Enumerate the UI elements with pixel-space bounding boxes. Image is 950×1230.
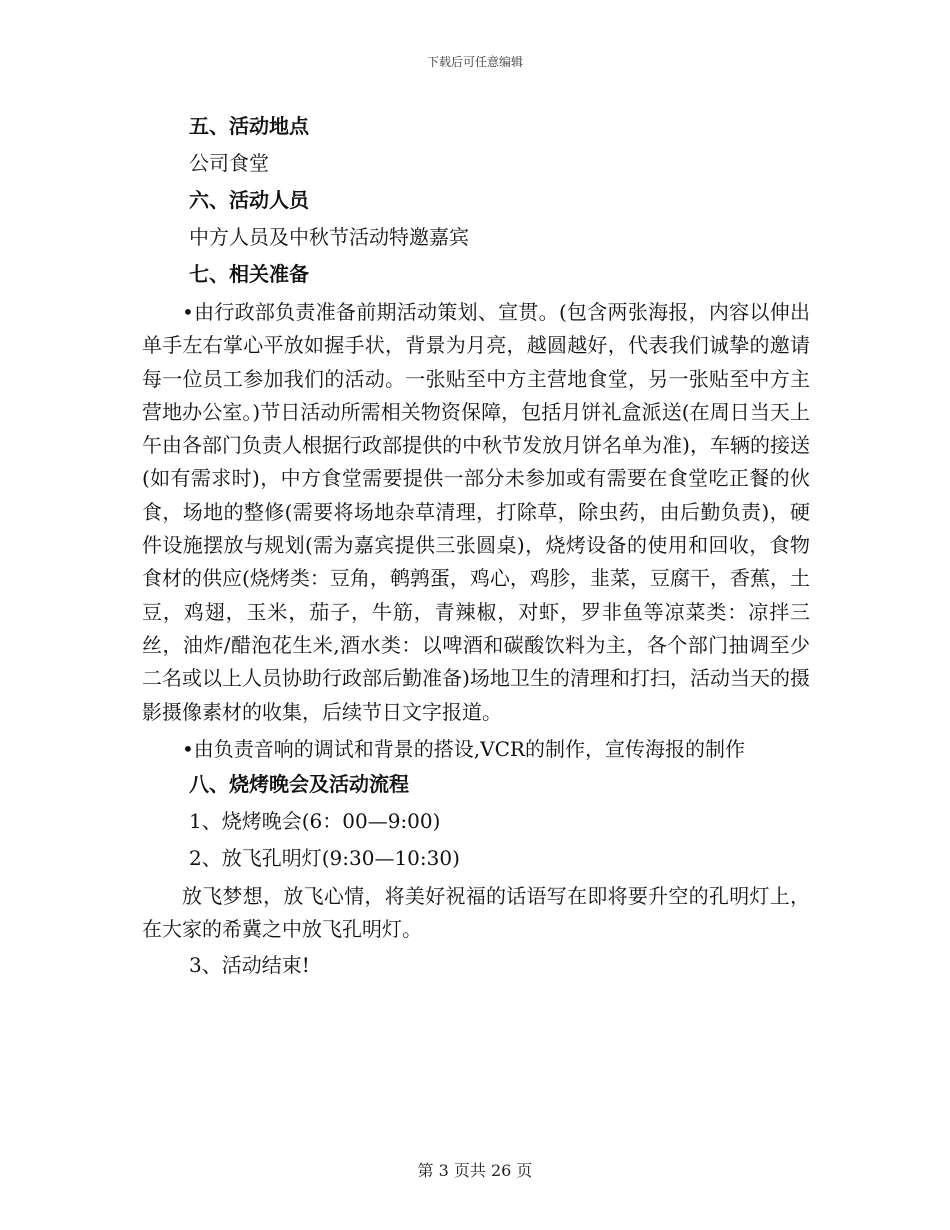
page-number: 第 3 页共 26 页 [417,1161,533,1180]
section-heading-people: 六、活动人员 [189,188,309,212]
flow-step-1: 1、烧烤晚会(6：00—9:00) [189,809,441,834]
preparation-bullet-1: •由行政部负责准备前期活动策划、宣贯。(包含两张海报，内容以伸出单手左右掌心平放如握手状，背景为月亮，越圆越好，代表我们诚挚的邀请每一位员工参加我们的活动。一张贴至中方主营地食堂，另一张贴至中方主营地办公室。)节日活动所需相关物资保障，包括月饼礼盒派送(在周日当天上午由各部门负责人根据行政部提供的中秋节发放月饼名单为准)，车辆的接送(如有需求时)，中方食堂需要提供一部分未参加或有需要在食堂吃正餐的伙食，场地的整修(需要将场地杂草清理，打除草，除虫药，由后勤负责)，硬件设施摆放与规划(需为嘉宾提供三张圆桌)，烧烤设备的使用和回收，食物食材的供应(烧烤类：豆角，鹌鹑蛋，鸡心，鸡胗，韭菜，豆腐干，香蕉，土豆，鸡翅，玉米，茄子，牛筋，青辣椒，对虾，罗非鱼等凉菜类：凉拌三丝，油炸/醋泡花生米,酒水类：以啤酒和碳酸饮料为主，各个部门抽调至少二名或以上人员协助行政部后勤准备)场地卫生的清理和打扫，活动当天的摄影摄像素材的收集，后续节日文字报道。 [142,300,810,724]
section-heading-flow: 八、烧烤晚会及活动流程 [189,772,409,797]
section-heading-location: 五、活动地点 [189,114,309,138]
flow-step-3: 3、活动结束! [189,952,310,977]
preparation-bullet-2: •由负责音响的调试和背景的搭设,VCR的制作，宣传海报的制作 [182,736,745,761]
location-text: 公司食堂 [189,151,269,175]
section-heading-preparation: 七、相关准备 [189,262,309,286]
flow-step-2: 2、放飞孔明灯(9:30—10:30) [189,846,460,871]
people-text: 中方人员及中秋节活动特邀嘉宾 [189,225,469,249]
document-body [142,108,810,984]
flow-step-2-description: 放飞梦想，放飞心情，将美好祝福的话语写在即将要升空的孔明灯上，在大家的希冀之中放飞孔明灯。 [142,884,810,942]
page-header: 下载后可任意编辑 [426,55,523,69]
